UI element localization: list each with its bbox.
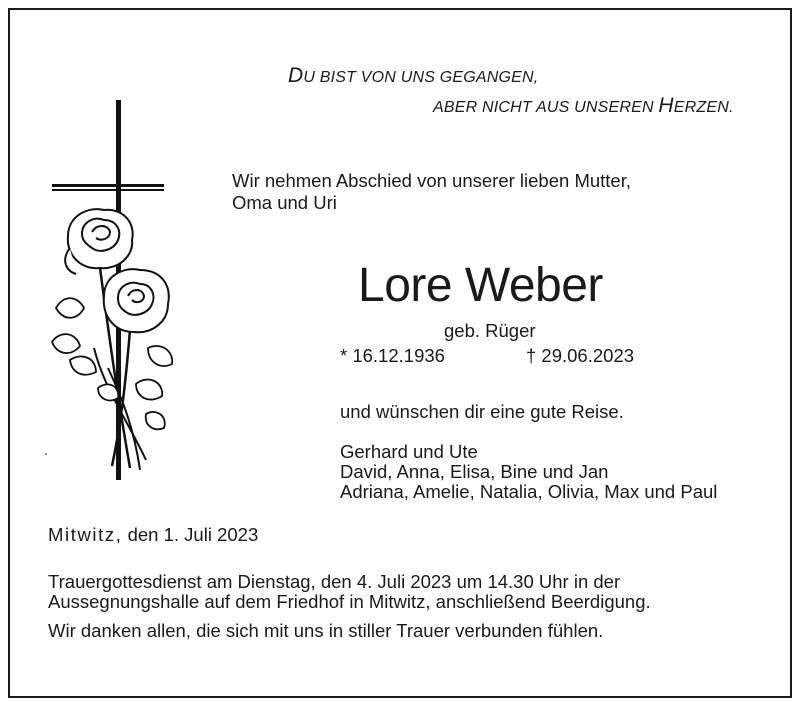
- motto-line-2: [433, 94, 734, 118]
- birth-date: * 16.12.1936: [340, 345, 445, 366]
- death-date: † 29.06.2023: [526, 345, 635, 366]
- place: Mitwitz,: [48, 524, 123, 545]
- farewell-text: und wünschen dir eine gute Reise.: [340, 401, 624, 422]
- obituary-notice: [8, 8, 792, 698]
- cross-with-roses-icon: [38, 98, 178, 488]
- place-date: [48, 524, 258, 546]
- motto-initial: H: [658, 94, 674, 117]
- motto-text: ERZEN.: [673, 99, 734, 116]
- service-line-1: Trauergottesdienst am Dienstag, den 4. Juli 2023 um 14.30 Uhr in der: [48, 571, 621, 592]
- mourner-line: Adriana, Amelie, Natalia, Olivia, Max und Paul: [340, 481, 718, 502]
- mourner-line: Gerhard und Ute: [340, 441, 478, 462]
- motto-line-1: [288, 64, 538, 88]
- service-line-2: Aussegnungshalle auf dem Friedhof in Mitwitz, anschließend Beerdigung.: [48, 591, 651, 612]
- motto-initial: D: [288, 64, 304, 87]
- date: den 1. Juli 2023: [127, 524, 259, 545]
- thanks-text: Wir danken allen, die sich mit uns in stiller Trauer verbunden fühlen.: [48, 620, 604, 641]
- motto-text: U BIST VON UNS GEGANGEN,: [303, 69, 539, 86]
- intro-line-2: Oma und Uri: [232, 192, 337, 213]
- mourner-line: David, Anna, Elisa, Bine und Jan: [340, 461, 609, 482]
- deceased-name: Lore Weber: [358, 259, 603, 312]
- intro-line-1: Wir nehmen Abschied von unserer lieben Mutter,: [232, 170, 631, 191]
- motto-text: ABER NICHT AUS UNSEREN: [433, 99, 659, 116]
- birth-name: geb. Rüger: [444, 320, 536, 341]
